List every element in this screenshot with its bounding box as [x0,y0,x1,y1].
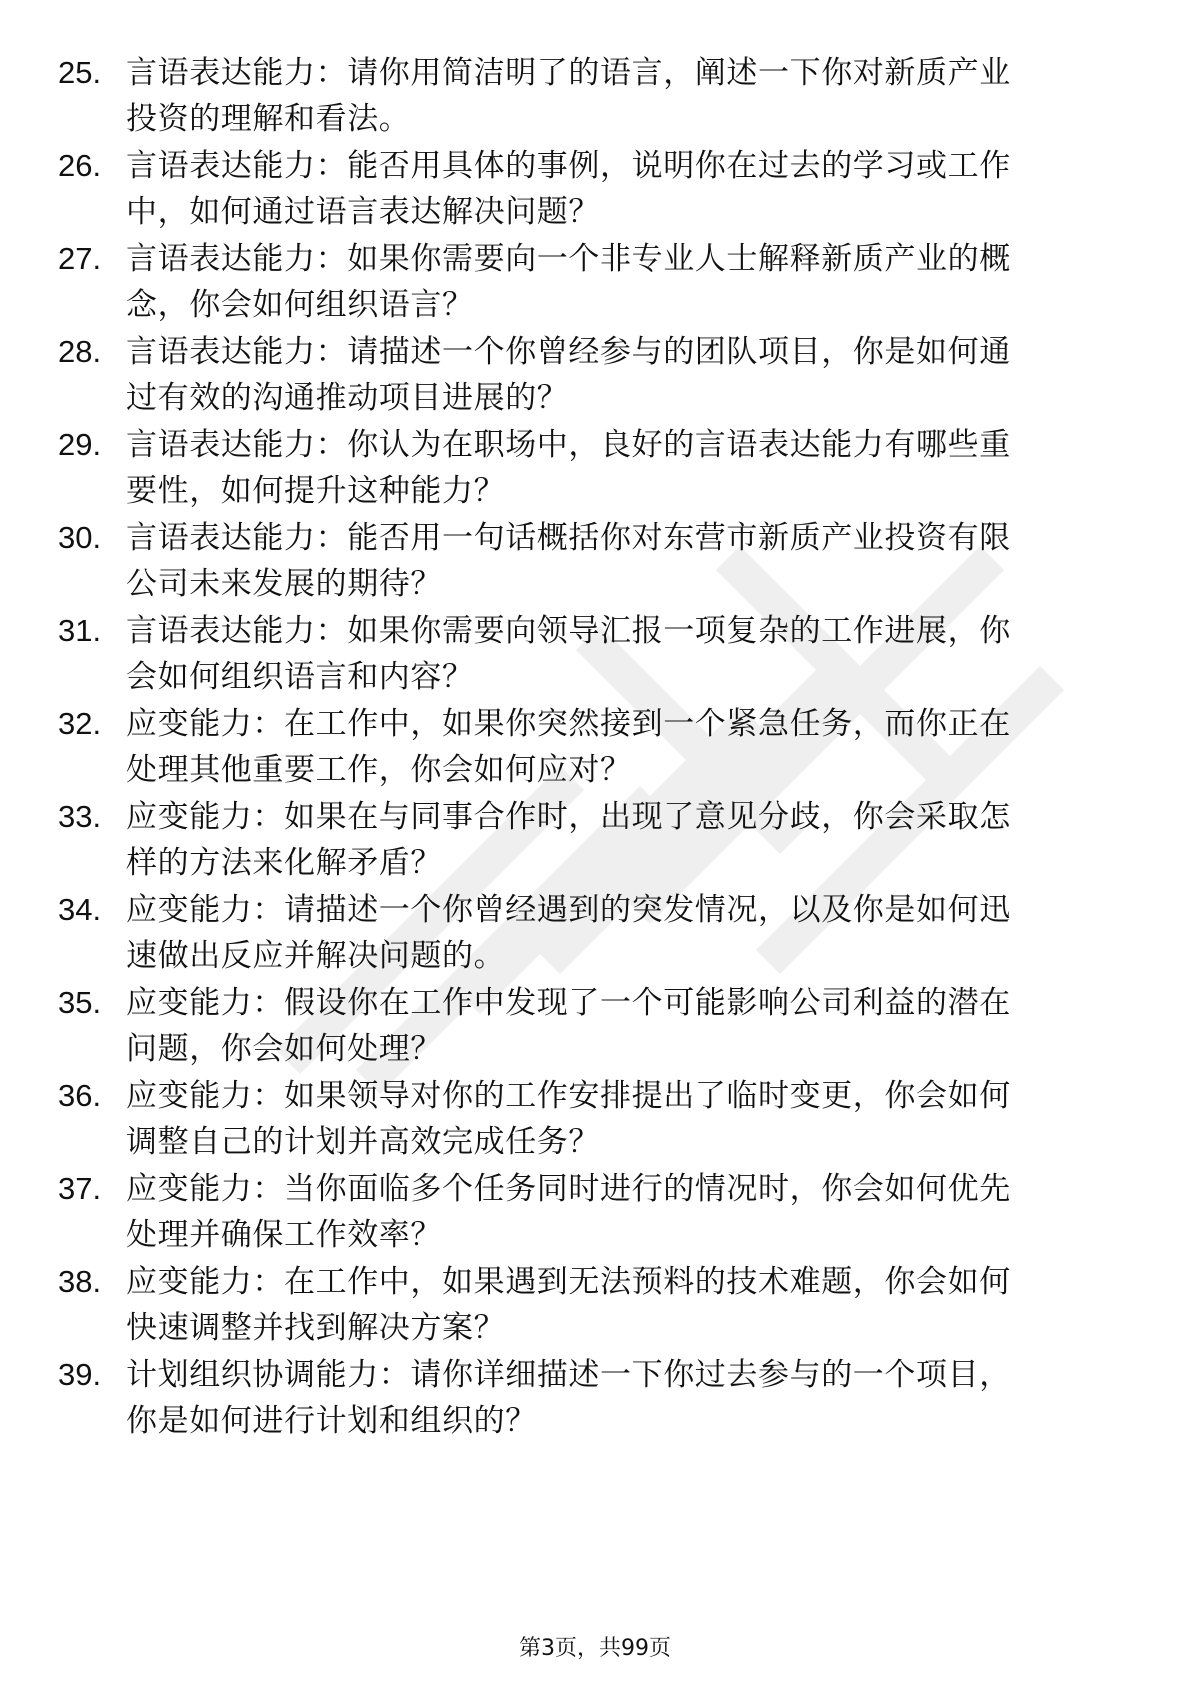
question-text-line-2: 过有效的沟通推动项目进展的？ [126,380,569,416]
question-text-line-2: 处理其他重要工作，你会如何应对？ [126,752,632,788]
question-text-line-1: 应变能力：当你面临多个任务同时进行的情况时，你会如何优先 [126,1171,1011,1207]
question-number: 29. [58,427,102,462]
question-text-line-2: 快速调整并找到解决方案？ [126,1310,506,1346]
question-text-line-1: 应变能力：如果在与同事合作时，出现了意见分歧，你会采取怎 [126,799,1011,835]
question-text-line-1: 言语表达能力：请你用简洁明了的语言，阐述一下你对新质产业 [126,55,1011,91]
question-text-line-1: 应变能力：在工作中，如果遇到无法预料的技术难题，你会如何 [126,1264,1011,1300]
question-text-line-2: 速做出反应并解决问题的。 [126,938,506,974]
question-text-line-2: 公司未来发展的期待？ [126,566,442,602]
question-text-line-2: 投资的理解和看法。 [126,101,411,137]
question-number: 33. [58,799,102,834]
question-text-line-2: 念，你会如何组织语言？ [126,287,474,323]
question-text-line-1: 言语表达能力：如果你需要向领导汇报一项复杂的工作进展，你 [126,613,1011,649]
question-text-line-1: 言语表达能力：能否用具体的事例，说明你在过去的学习或工作 [126,148,1011,184]
question-text-line-1: 言语表达能力：你认为在职场中，良好的言语表达能力有哪些重 [126,427,1011,463]
question-number: 31. [58,613,102,648]
question-text-line-2: 调整自己的计划并高效完成任务？ [126,1124,600,1160]
question-number: 26. [58,148,102,183]
page-number-label: 第3页，共99页 [519,1636,671,1661]
question-number: 30. [58,520,102,555]
question-number: 36. [58,1078,102,1113]
question-text-line-2: 会如何组织语言和内容？ [126,659,474,695]
question-number: 38. [58,1264,102,1299]
page-footer [0,1634,1190,1664]
question-number: 37. [58,1171,102,1206]
question-text-line-1: 言语表达能力：请描述一个你曾经参与的团队项目，你是如何通 [126,334,1011,370]
question-text-line-1: 应变能力：如果领导对你的工作安排提出了临时变更，你会如何 [126,1078,1011,1114]
question-text-line-1: 言语表达能力：如果你需要向一个非专业人士解释新质产业的概 [126,241,1011,277]
question-text-line-2: 问题，你会如何处理？ [126,1031,442,1067]
question-number: 32. [58,706,102,741]
question-number: 34. [58,892,102,927]
question-text-line-2: 要性，如何提升这种能力？ [126,473,506,509]
question-text-line-1: 计划组织协调能力：请你详细描述一下你过去参与的一个项目， [126,1357,1011,1393]
question-text-line-1: 应变能力：在工作中，如果你突然接到一个紧急任务，而你正在 [126,706,1011,742]
question-text-line-2: 处理并确保工作效率？ [126,1217,442,1253]
question-text-line-1: 应变能力：请描述一个你曾经遇到的突发情况，以及你是如何迅 [126,892,1011,928]
question-number: 27. [58,241,102,276]
question-text-line-2: 样的方法来化解矛盾？ [126,845,442,881]
question-number: 35. [58,985,102,1020]
question-number: 39. [58,1357,102,1392]
question-text-line-2: 你是如何进行计划和组织的？ [126,1403,537,1439]
question-text-line-1: 言语表达能力：能否用一句话概括你对东营市新质产业投资有限 [126,520,1011,556]
question-text-line-1: 应变能力：假设你在工作中发现了一个可能影响公司利益的潜在 [126,985,1011,1021]
question-number: 25. [58,55,102,90]
question-text-line-2: 中，如何通过语言表达解决问题？ [126,194,600,230]
question-number: 28. [58,334,102,369]
